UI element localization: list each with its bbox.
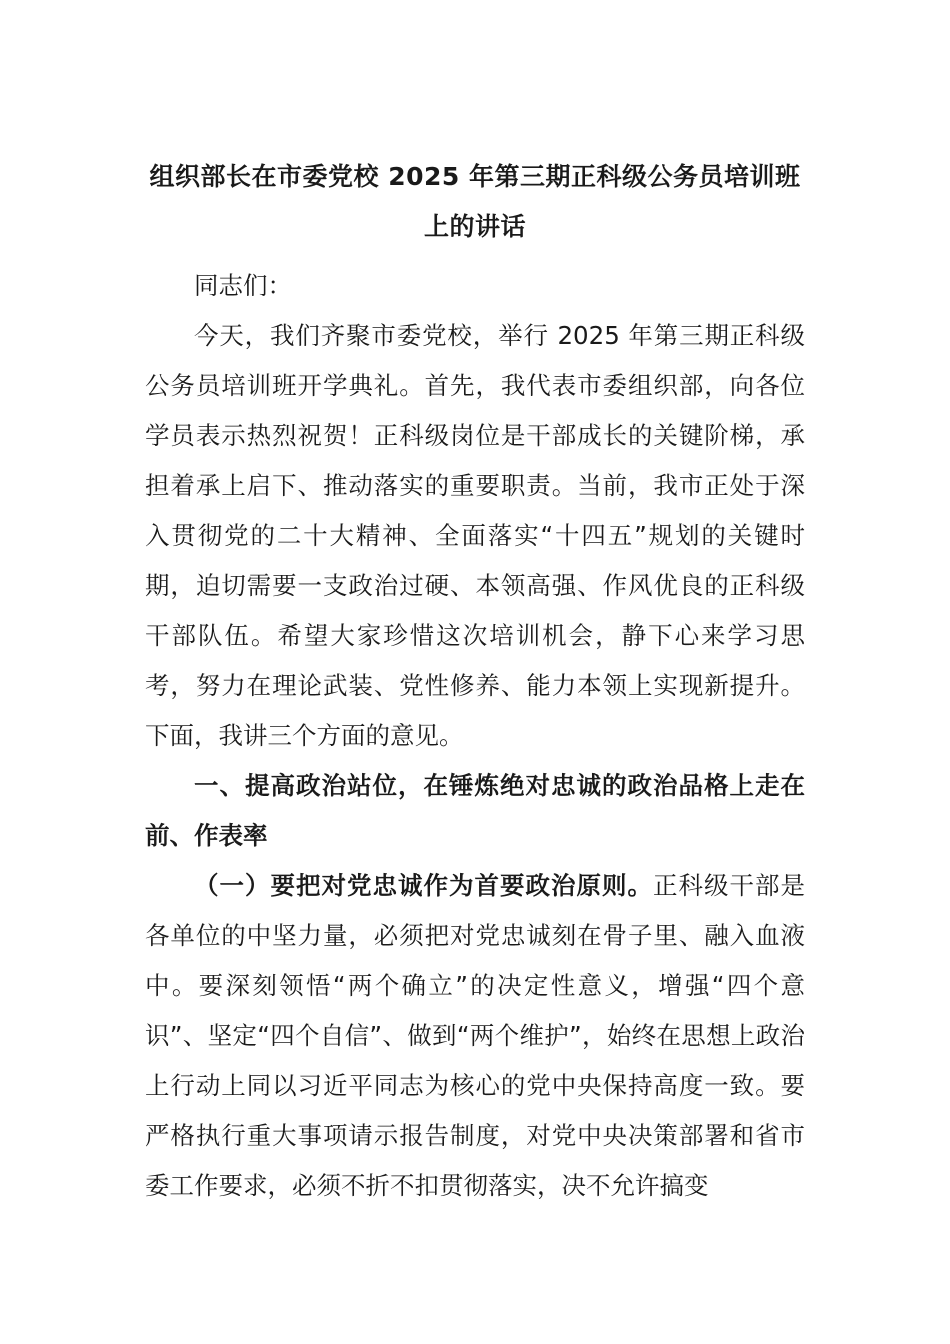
subheading-1: （一）要把对党忠诚作为首要政治原则。 <box>194 871 653 900</box>
salutation: 同志们： <box>194 271 292 300</box>
title-line-2: 上的讲话 <box>423 212 526 241</box>
paragraph-section-1-1-text: 正科级干部是各单位的中坚力量，必须把对党忠诚刻在骨子里、融入血液中。要深刻领悟“两个确立”的决定性意义，增强“四个意识”、坚定“四个自信”、做到“两个维护”，始终在思想上政治上行动上同以习近平同志为核心的党中央保持高度一致。要严格执行重大事项请示报告制度，对党中央决策部署和省市委工作要求，必须不折不扣贯彻落实，决不允许搞变 <box>145 871 805 1200</box>
document-body <box>145 261 805 1211</box>
paragraph-section-1-1 <box>145 861 805 1211</box>
section-heading-1: 一、提高政治站位，在锤炼绝对忠诚的政治品格上走在前、作表率 <box>145 771 805 850</box>
title-line-1: 组织部长在市委党校 2025 年第三期正科级公务员培训班 <box>149 162 801 191</box>
paragraph-opening: 今天，我们齐聚市委党校，举行 2025 年第三期正科级公务员培训班开学典礼。首先，我代表市委组织部，向各位学员表示热烈祝贺！正科级岗位是干部成长的关键阶梯，承担着承上启下、推动落实的重要职责。当前，我市正处于深入贯彻党的二十大精神、全面落实“十四五”规划的关键时期，迫切需要一支政治过硬、本领高强、作风优良的正科级干部队伍。希望大家珍惜这次培训机会，静下心来学习思考，努力在理论武装、党性修养、能力本领上实现新提升。下面，我讲三个方面的意见。 <box>145 321 805 750</box>
document-title <box>140 152 810 252</box>
